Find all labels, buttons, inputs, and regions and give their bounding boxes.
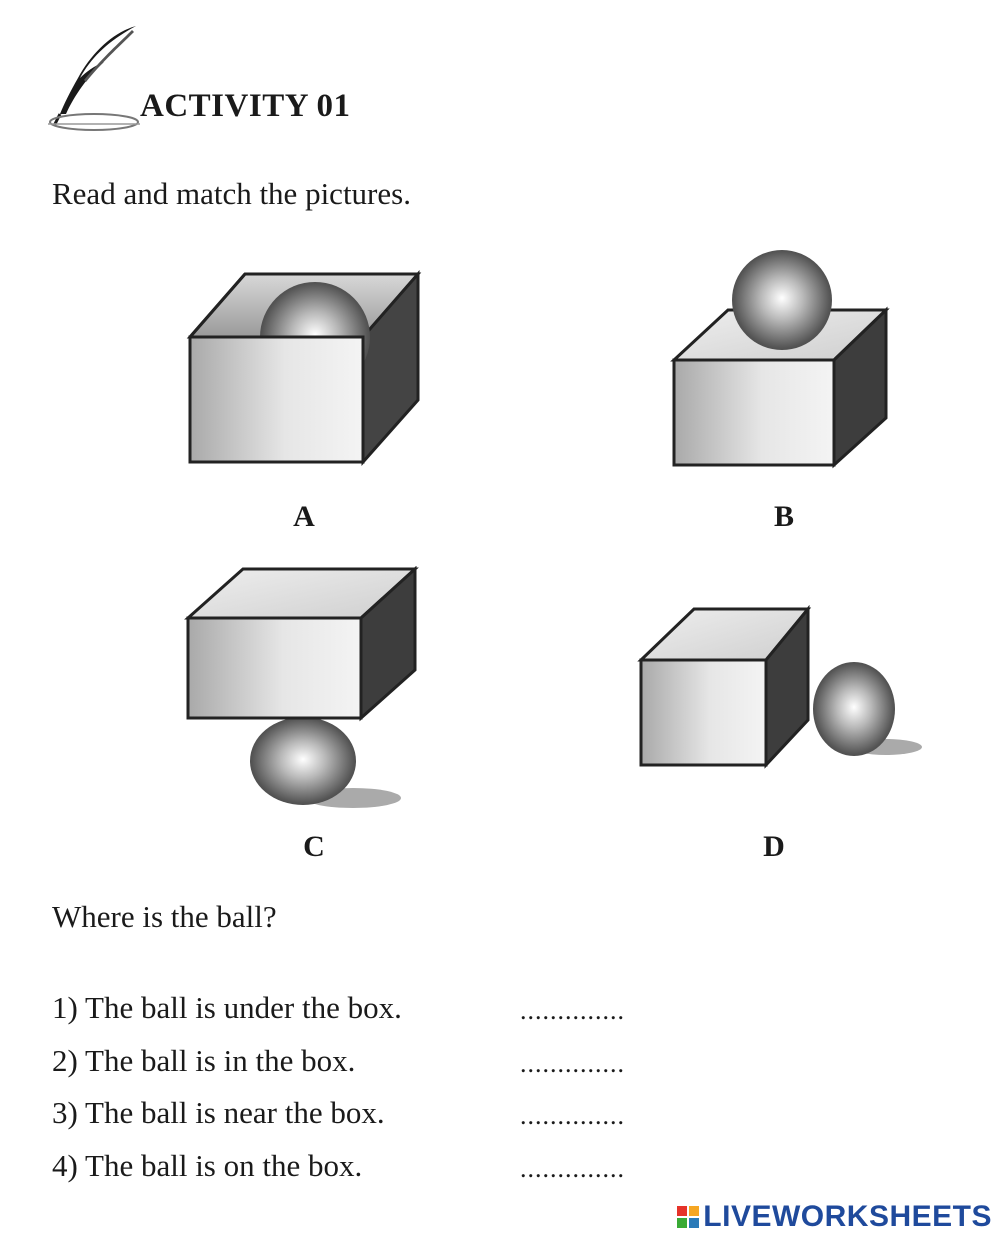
sentence-3: 3) The ball is near the box. <box>52 1095 385 1130</box>
picture-label: D <box>763 830 785 863</box>
ball-b <box>732 250 832 350</box>
sentence-1: 1) The ball is under the box. <box>52 990 402 1025</box>
instruction-text: Read and match the pictures. <box>52 176 411 211</box>
picture-c <box>183 566 423 816</box>
answer-blank-2[interactable]: .............. <box>520 1049 625 1078</box>
picture-d <box>636 605 926 780</box>
liveworksheets-logo-icon <box>677 1206 699 1228</box>
picture-a <box>185 262 425 477</box>
sentence-4: 4) The ball is on the box. <box>52 1148 363 1183</box>
activity-title: ACTIVITY 01 <box>140 88 351 124</box>
picture-label: C <box>303 830 325 863</box>
ball-d <box>813 662 895 756</box>
liveworksheets-brand[interactable] <box>677 1200 992 1234</box>
picture-label: A <box>293 500 315 533</box>
picture-label: B <box>773 500 794 533</box>
answer-blank-3[interactable]: .............. <box>520 1101 625 1130</box>
question-text: Where is the ball? <box>52 899 277 934</box>
answer-blank-4[interactable]: .............. <box>520 1154 625 1183</box>
picture-b <box>668 250 893 475</box>
sentence-2: 2) The ball is in the box. <box>52 1043 356 1078</box>
brand-text: LIVEWORKSHEETS <box>703 1200 992 1233</box>
ball-c <box>250 717 356 805</box>
answer-blank-1[interactable]: .............. <box>520 996 625 1025</box>
quill-pen-icon <box>44 22 144 132</box>
